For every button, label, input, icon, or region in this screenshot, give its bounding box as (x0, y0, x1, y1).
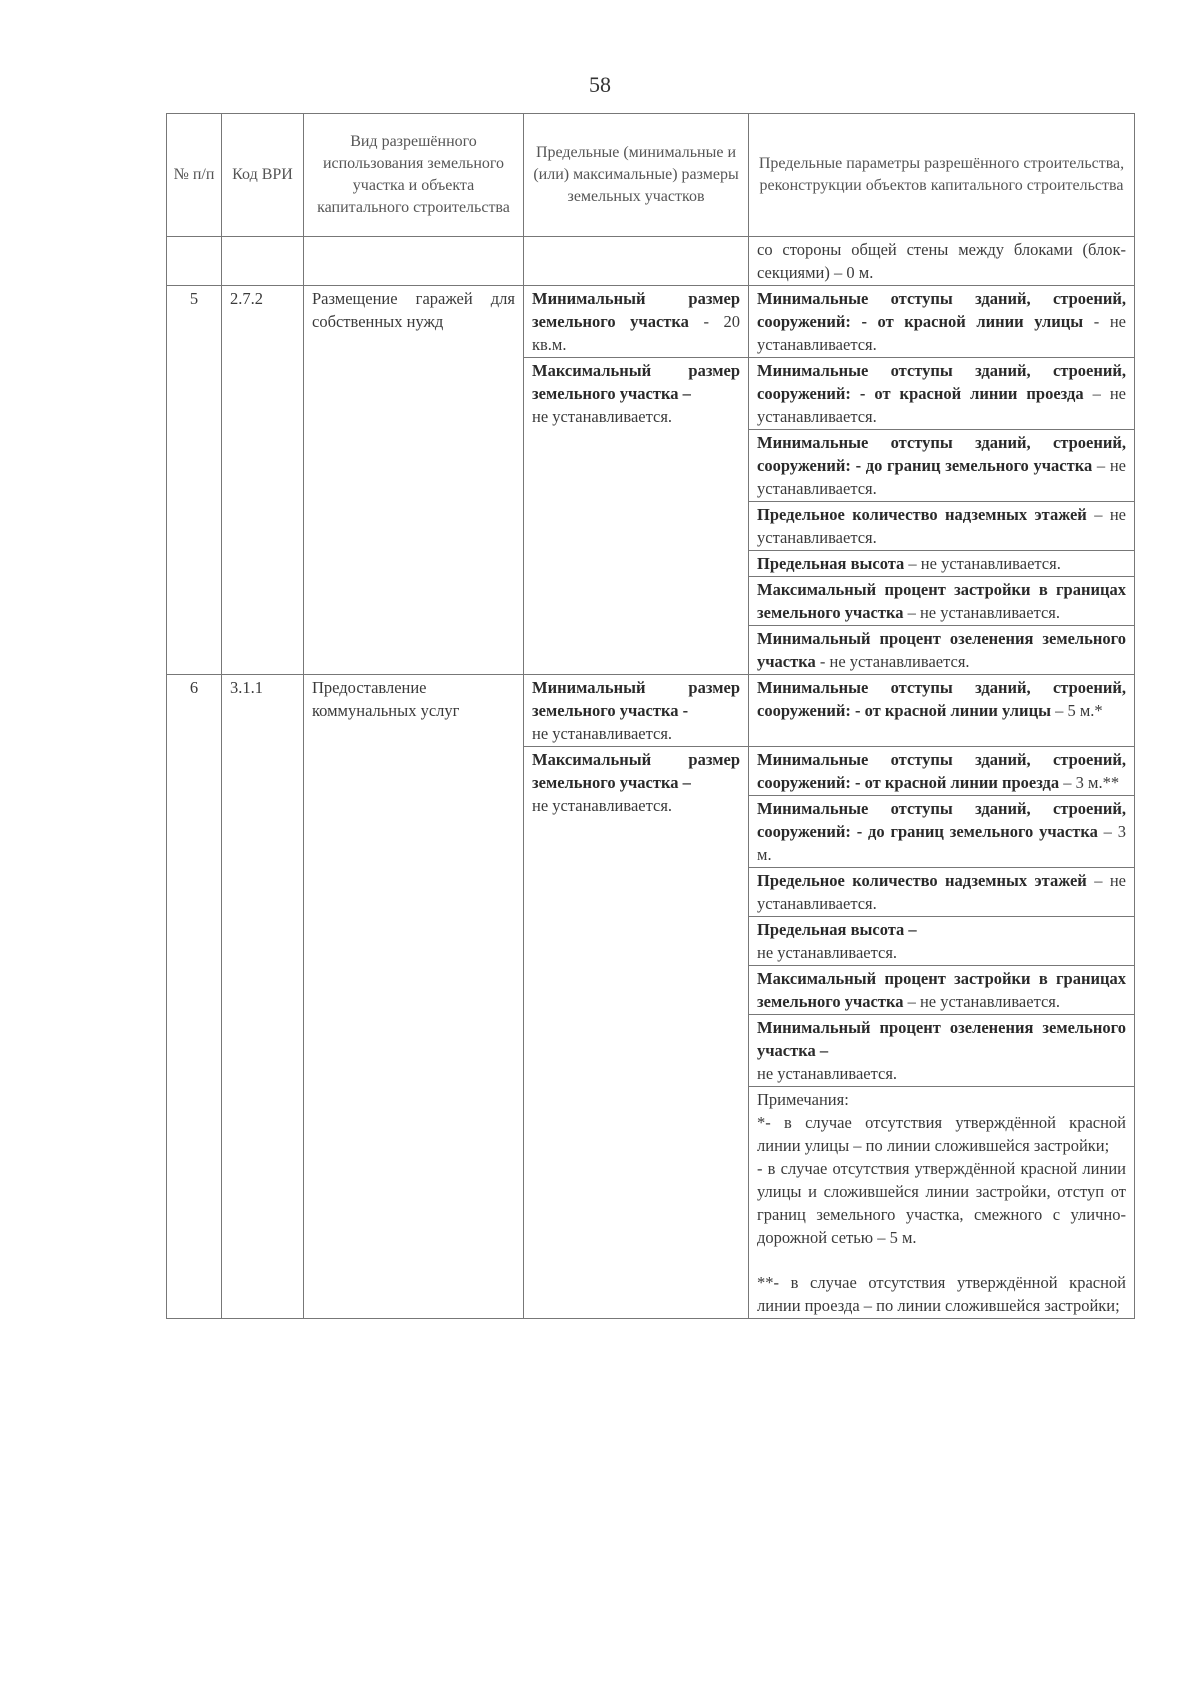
notes-title: Примечания: (757, 1090, 849, 1109)
row5-name: Размещение гаражей для собственных нужд (304, 286, 524, 675)
note-2: - в случае отсутствия утверждённой красной линии улицы и сложившейся линии застройки, отступ от границ земельного участка, смежного с улично-дорожной сетью – 5 м. (757, 1159, 1126, 1247)
row6-max-size: Максимальный размер земельного участка – не устанавливается. (524, 747, 749, 1319)
row5-param-4: Предельное количество надземных этажей – не устанавливается. (749, 502, 1135, 551)
row6-code: 3.1.1 (222, 675, 304, 1319)
note-1: *- в случае отсутствия утверждённой красной линии улицы – по линии сложившейся застройки; (757, 1113, 1126, 1155)
row6-param-1: Минимальные отступы зданий, строений, сооружений: - от красной линии улицы – 5 м.* (749, 675, 1135, 747)
row5-param-7: Минимальный процент озеленения земельного участка - не устанавливается. (749, 626, 1135, 675)
row5-max-size: Максимальный размер земельного участка – не устанавливается. (524, 358, 749, 675)
row6-min-size: Минимальный размер земельного участка - не устанавливается. (524, 675, 749, 747)
row5-param-5: Предельная высота – не устанавливается. (749, 551, 1135, 577)
row6-param-2: Минимальные отступы зданий, строений, сооружений: - от красной линии проезда – 3 м.** (749, 747, 1135, 796)
row6-param-7: Минимальный процент озеленения земельного участка – не устанавливается. (749, 1015, 1135, 1087)
table-header-row (167, 114, 1135, 237)
row6-param-4: Предельное количество надземных этажей – не устанавливается. (749, 868, 1135, 917)
row5-min-size: Минимальный размер земельного участка - 20 кв.м. (524, 286, 749, 358)
row6-name: Предоставление коммунальных услуг (304, 675, 524, 1319)
regulations-table (166, 113, 1135, 1319)
row6-notes (749, 1087, 1135, 1319)
row6-num: 6 (167, 675, 222, 1319)
header-vri: Вид разрешённого использования земельного участка и объекта капитального строительства (304, 114, 524, 237)
page-number: 58 (589, 72, 611, 97)
row5-num: 5 (167, 286, 222, 675)
table-row (167, 286, 1135, 358)
row5-param-2: Минимальные отступы зданий, строений, сооружений: - от красной линии проезда – не устанавливается. (749, 358, 1135, 430)
row5-code: 2.7.2 (222, 286, 304, 675)
header-params: Предельные параметры разрешённого строительства, реконструкции объектов капитального строительства (749, 114, 1135, 237)
row5-param-6: Максимальный процент застройки в границах земельного участка – не устанавливается. (749, 577, 1135, 626)
header-num: № п/п (167, 114, 222, 237)
note-3: **- в случае отсутствия утверждённой красной линии проезда – по линии сложившейся застройки; (757, 1273, 1126, 1315)
row6-param-3: Минимальные отступы зданий, строений, сооружений: - до границ земельного участка – 3 м. (749, 796, 1135, 868)
row5-param-1: Минимальные отступы зданий, строений, сооружений: - от красной линии улицы - не устанавливается. (749, 286, 1135, 358)
continuation-params: со стороны общей стены между блоками (блок-секциями) – 0 м. (749, 237, 1135, 286)
table-row (167, 675, 1135, 747)
row6-param-6: Максимальный процент застройки в границах земельного участка – не устанавливается. (749, 966, 1135, 1015)
header-code: Код ВРИ (222, 114, 304, 237)
header-size: Предельные (минимальные и (или) максимальные) размеры земельных участков (524, 114, 749, 237)
row6-param-5: Предельная высота – не устанавливается. (749, 917, 1135, 966)
table-row (167, 237, 1135, 286)
row5-param-3: Минимальные отступы зданий, строений, сооружений: - до границ земельного участка – не устанавливается. (749, 430, 1135, 502)
